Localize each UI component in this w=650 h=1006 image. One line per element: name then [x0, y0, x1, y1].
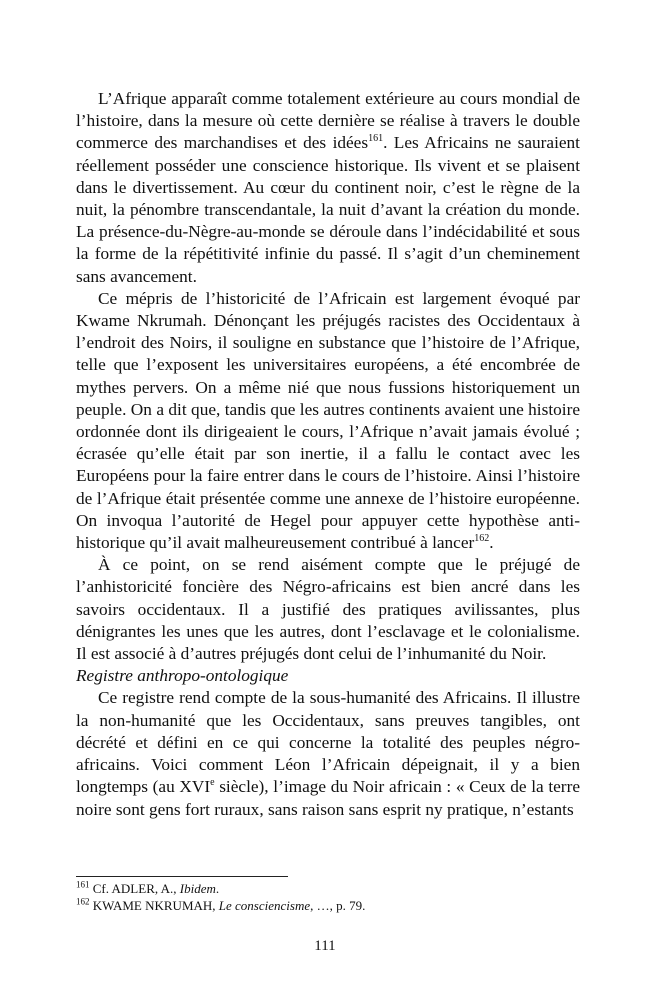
- footnote-text: , …, p. 79.: [310, 898, 366, 913]
- footnote-162: [76, 897, 580, 914]
- paragraph-4: [76, 687, 580, 820]
- footnote-ref-161[interactable]: 161: [368, 133, 384, 145]
- footnote-title: Le consciencisme: [218, 898, 311, 913]
- footnote-ref-162[interactable]: 162: [474, 533, 490, 545]
- page-body: [76, 88, 580, 821]
- paragraph-text: À ce point, on se rend aisément compte que le préjugé de l’anhistoricité foncière des Négro-africains est bien ancré dans les savoirs occidentaux. Il a justifié des pratiques avilissantes, plus dénigrantes les unes que les autres, dont l’esclavage et le colonialisme. Il est associé à d’autres préjugés dont celui de l’inhumanité du Noir.: [76, 555, 580, 664]
- footnote-text: KWAME NKRUMAH,: [92, 898, 219, 913]
- footnote-text: Cf. ADLER, A.,: [92, 881, 180, 896]
- footnote-title: Ibidem: [179, 881, 216, 896]
- paragraph-text: .: [489, 533, 494, 553]
- footnote-161: [76, 880, 580, 897]
- footnotes: [76, 880, 580, 914]
- paragraph-text: L’Afrique apparaît comme totalement extérieure au cours mondial de l’histoire, dans la mesure où cette dernière se réalise à travers le double commerce des marchandises et des idées: [76, 89, 580, 153]
- footnote-text: .: [215, 881, 220, 896]
- footnote-divider: [76, 876, 288, 877]
- paragraph-text: Ce registre rend compte de la sous-humanité des Africains. Il illustre la non-humanité que les Occidentaux, sans preuves tangibles, ont décrété et défini en ce qui concerne la totalité des peuples négro-africains. Voici comment Léon l’Africain dépeignait, il y a bien longtemps (au XVI: [76, 688, 580, 797]
- footnote-number: 162: [76, 896, 90, 907]
- page-number: 111: [314, 938, 336, 954]
- paragraph-2: [76, 288, 580, 554]
- paragraph-1: [76, 88, 580, 288]
- paragraph-text: . Les Africains ne sauraient réellement posséder une conscience historique. Ils vivent et se plaisent dans le divertissement. Au cœur du continent noir, c’est le règne de la nuit, la pénombre transcendantale, la nuit d’avant la création du monde. La présence-du-Nègre-au-monde se déroule dans l’indécidabilité et sous la forme de la répétitivité infinie du passé. Il s’agit d’un cheminement sans avancement.: [76, 133, 580, 286]
- paragraph-3: [76, 554, 580, 665]
- century-superscript: e: [210, 777, 215, 789]
- footnote-number: 161: [76, 879, 90, 890]
- paragraph-text: Ce mépris de l’historicité de l’Africain est largement évoqué par Kwame Nkrumah. Dénonçant les préjugés racistes des Occidentaux à l’endroit des Noirs, il souligne en substance que l’histoire de l’Afrique, telle que l’exposent les universitaires européens, a été encombrée de mythes pervers. On a même nié que nous fussions historiquement un peuple. On a dit que, tandis que les autres continents avaient une histoire ordonnée dont ils dirigeaient le cours, l’Afrique n’avait jamais évolué ; écrasée qu’elle était par son inertie, il a fallu le contact avec les Européens pour la faire entrer dans le cours de l’histoire. Ainsi l’histoire de l’Afrique était présentée comme une annexe de l’histoire européenne. On invoqua l’autorité de Hegel pour appuyer cette hypothèse anti-historique qu’il avait malheureusement contribué à lancer: [76, 288, 580, 553]
- paragraph-text: siècle), l’image du Noir africain : « Ceux de la terre noire sont gens fort ruraux, sans raison sans esprit ny pratique, n’estants: [76, 777, 580, 819]
- section-heading: Registre anthropo-ontologique: [76, 666, 289, 686]
